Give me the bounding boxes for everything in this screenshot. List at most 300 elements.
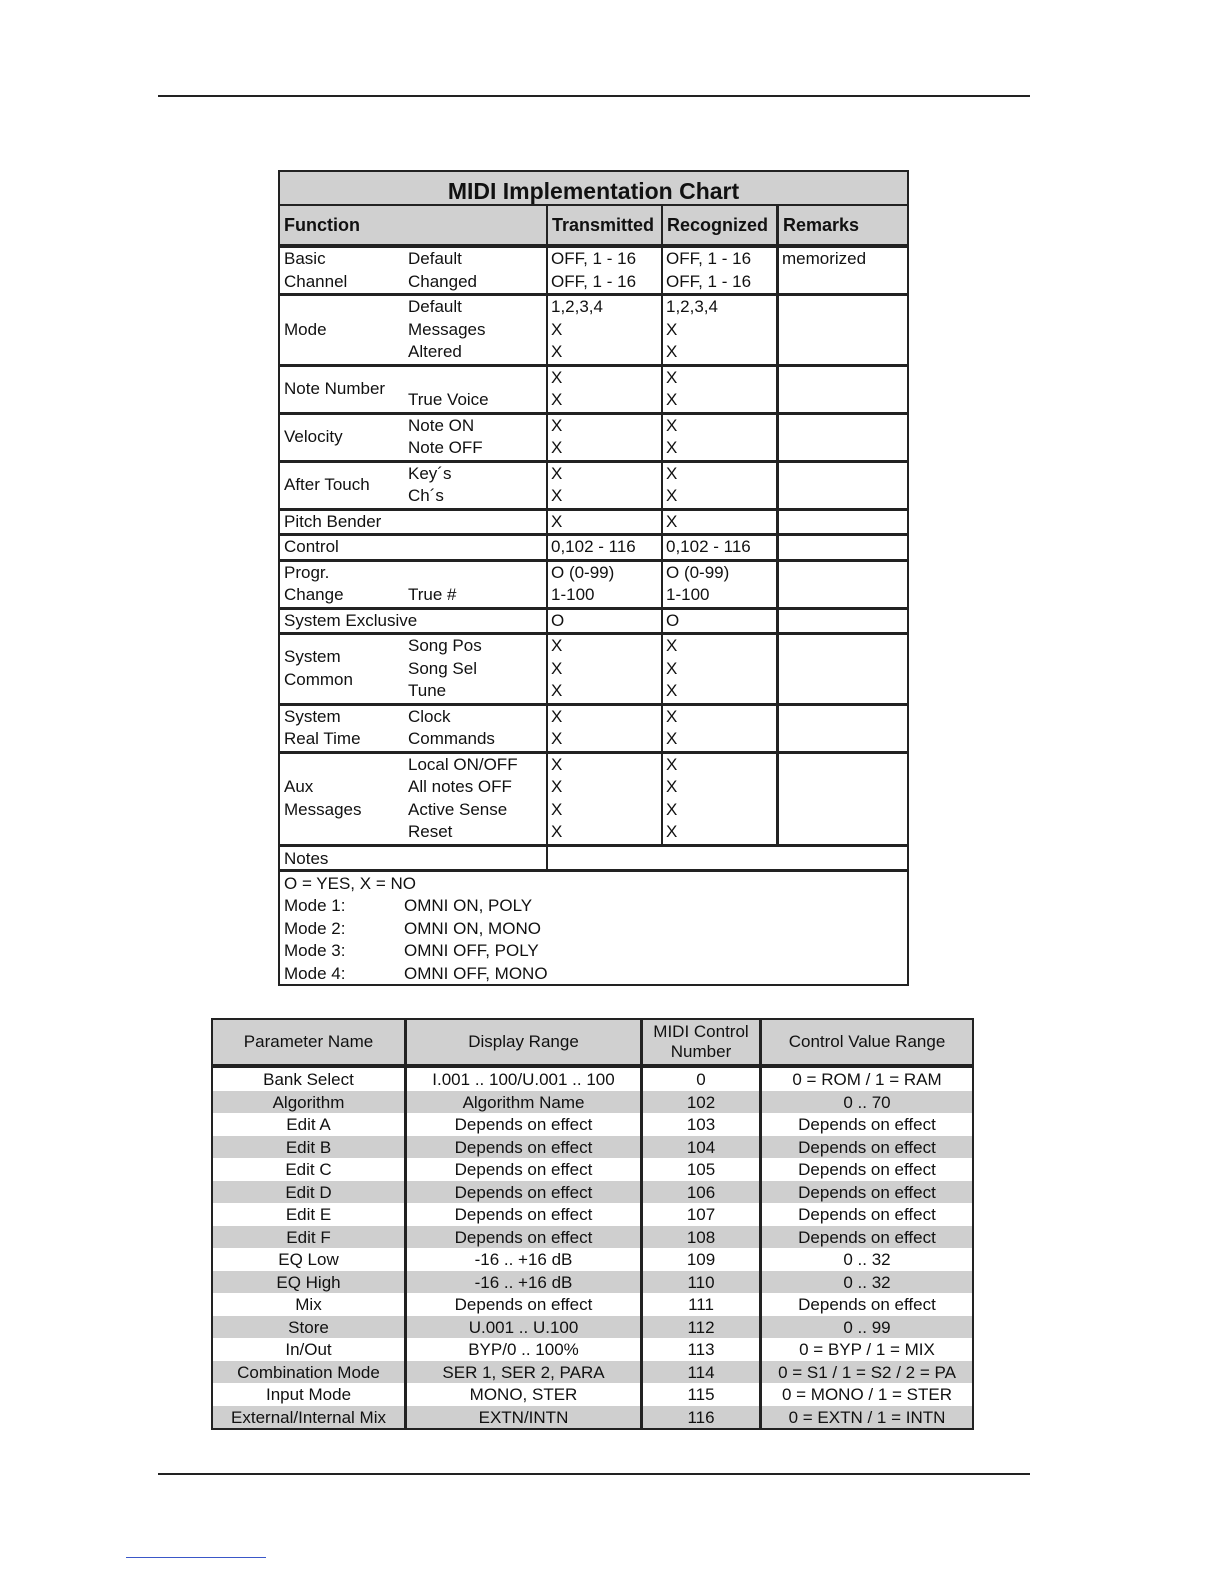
- recognized-cell-line: X: [666, 319, 678, 339]
- notes-header: [280, 847, 907, 872]
- recognized-cell-line: X: [666, 681, 678, 700]
- recognized-cell-line: 1,2,3,4: [666, 297, 718, 316]
- header-display-range: Display Range: [404, 1020, 640, 1064]
- function-name: [280, 296, 404, 364]
- midi-control-number-cell: 109: [640, 1248, 759, 1271]
- control-value-range-cell: 0 = MONO / 1 = STER: [759, 1383, 972, 1406]
- recognized-cell: [661, 562, 776, 607]
- function-subitem: [404, 562, 546, 607]
- subitem-line: Default: [408, 297, 462, 316]
- midi-control-number-cell: 104: [640, 1136, 759, 1159]
- function-cell: [280, 511, 546, 534]
- subitem-line: [408, 562, 546, 585]
- header-midi-control-number: MIDI Control Number: [640, 1020, 759, 1064]
- recognized-cell-line: OFF, 1 - 16: [666, 271, 752, 291]
- function-subitem: [404, 536, 546, 559]
- transmitted-cell-line: 0,102 - 116: [551, 537, 636, 556]
- remarks-cell: [776, 511, 907, 534]
- chart-row: [280, 248, 907, 296]
- header-recognized: Recognized: [661, 206, 776, 244]
- remarks-cell-line: [782, 485, 907, 508]
- midi-control-number-cell: 102: [640, 1091, 759, 1114]
- transmitted-cell-line: X: [551, 511, 563, 531]
- function-name-line: Real Time: [284, 729, 361, 748]
- remarks-cell-line: [782, 658, 907, 681]
- subitem-line: Active Sense: [408, 799, 508, 819]
- chart-row: [280, 706, 907, 754]
- transmitted-cell: [546, 248, 661, 293]
- control-value-range-cell: 0 .. 32: [759, 1248, 972, 1271]
- table-row: [213, 1338, 972, 1361]
- transmitted-cell: [546, 367, 661, 412]
- remarks-cell-line: [782, 511, 907, 534]
- transmitted-cell-line: X: [551, 463, 563, 483]
- transmitted-cell: [546, 296, 661, 364]
- table-row: [213, 1316, 972, 1339]
- function-name: [280, 610, 418, 633]
- function-name-line: System: [284, 706, 341, 726]
- display-range-cell: I.001 .. 100/U.001 .. 100: [404, 1068, 640, 1091]
- remarks-cell: [776, 536, 907, 559]
- remarks-cell-line: [782, 437, 907, 460]
- display-range-cell: MONO, STER: [404, 1383, 640, 1406]
- note-row: [284, 962, 907, 985]
- transmitted-cell-line: X: [551, 777, 563, 796]
- control-value-range-cell: Depends on effect: [759, 1158, 972, 1181]
- subitem-line: All notes OFF: [408, 777, 512, 796]
- transmitted-cell-line: X: [551, 438, 563, 457]
- subitem-line: [408, 610, 546, 633]
- chart-row: [280, 463, 907, 511]
- midi-implementation-chart: [278, 170, 909, 986]
- footer-link-underline: [126, 1557, 266, 1558]
- subitem-line: True Voice: [408, 390, 489, 409]
- chart-row: [280, 296, 907, 367]
- display-range-cell: Depends on effect: [404, 1113, 640, 1136]
- control-value-range-cell: 0 .. 70: [759, 1091, 972, 1114]
- chart-row: [280, 536, 907, 562]
- recognized-cell-line: X: [666, 367, 678, 387]
- transmitted-cell: [546, 754, 661, 844]
- recognized-cell: [661, 415, 776, 460]
- header-control-value-range: Control Value Range: [759, 1020, 972, 1064]
- recognized-cell-line: X: [666, 486, 678, 505]
- transmitted-cell-line: X: [551, 658, 563, 678]
- transmitted-cell: [546, 610, 661, 633]
- remarks-cell-line: [782, 367, 907, 390]
- recognized-cell-line: X: [666, 390, 678, 409]
- recognized-cell-line: X: [666, 511, 678, 531]
- recognized-cell: [661, 706, 776, 751]
- control-value-range-cell: Depends on effect: [759, 1113, 972, 1136]
- function-cell: [280, 706, 546, 751]
- recognized-cell-line: X: [666, 729, 678, 748]
- parameter-name-cell: Edit A: [286, 1115, 331, 1134]
- transmitted-cell-line: X: [551, 822, 563, 841]
- parameter-name-cell: External/Internal Mix: [231, 1407, 386, 1427]
- function-name: [280, 706, 404, 751]
- note-value: OMNI ON, POLY: [404, 896, 533, 915]
- remarks-cell: [776, 562, 907, 607]
- midi-control-number-cell: 0: [640, 1068, 759, 1091]
- midi-control-number-cell: 112: [640, 1316, 759, 1339]
- chart-body: [280, 248, 907, 847]
- subitem-line: Key´s: [408, 463, 452, 483]
- recognized-cell-line: OFF, 1 - 16: [666, 249, 752, 268]
- chart-row: [280, 367, 907, 415]
- display-range-cell: U.001 .. U.100: [404, 1316, 640, 1339]
- subitem-line: Song Pos: [408, 636, 482, 655]
- transmitted-cell-line: X: [551, 729, 563, 748]
- function-name-line: Change: [284, 585, 344, 604]
- display-range-cell: -16 .. +16 dB: [404, 1271, 640, 1294]
- function-name-line: System Exclusive: [284, 610, 418, 630]
- function-subitem: [404, 367, 546, 412]
- recognized-cell-line: 1-100: [666, 585, 710, 604]
- parameter-name-cell: Store: [288, 1317, 329, 1337]
- transmitted-cell-line: X: [551, 799, 563, 819]
- subitem-line: Reset: [408, 822, 453, 841]
- footer-rule: [158, 1473, 1030, 1475]
- display-range-cell: BYP/0 .. 100%: [404, 1338, 640, 1361]
- control-value-range-cell: 0 = EXTN / 1 = INTN: [759, 1406, 972, 1429]
- chart-row: [280, 415, 907, 463]
- note-value: OMNI OFF, POLY: [404, 941, 539, 960]
- note-row: [284, 939, 907, 962]
- transmitted-cell-line: X: [551, 754, 563, 774]
- function-cell: [280, 610, 546, 633]
- subitem-line: Note ON: [408, 415, 475, 435]
- midi-control-number-cell: 116: [640, 1406, 759, 1429]
- display-range-cell: Depends on effect: [404, 1203, 640, 1226]
- recognized-cell-line: X: [666, 636, 678, 655]
- recognized-cell-line: O (0-99): [666, 562, 730, 582]
- function-name-line: Pitch Bender: [284, 511, 382, 531]
- recognized-cell-line: X: [666, 438, 678, 457]
- subitem-line: [408, 511, 546, 534]
- chart-header-row: [280, 206, 907, 248]
- chart-row: [280, 562, 907, 610]
- recognized-cell-line: X: [666, 706, 678, 726]
- function-subitem: [404, 635, 546, 703]
- remarks-cell-line: [782, 536, 907, 559]
- recognized-cell: [661, 511, 776, 534]
- subitem-line: Local ON/OFF: [408, 754, 518, 774]
- note-row: [284, 872, 907, 895]
- remarks-cell-line: [782, 799, 907, 822]
- function-name: [280, 415, 404, 460]
- table-row: [213, 1068, 972, 1091]
- table-row: [213, 1293, 972, 1316]
- subitem-line: True #: [408, 585, 457, 604]
- remarks-cell-line: [782, 706, 907, 729]
- midi-control-number-cell: 108: [640, 1226, 759, 1249]
- transmitted-cell-line: X: [551, 486, 563, 505]
- function-name: [280, 511, 404, 534]
- parameter-name-cell: Edit B: [285, 1137, 332, 1157]
- header-function: Function: [284, 215, 360, 235]
- recognized-cell-line: X: [666, 415, 678, 435]
- recognized-cell-line: X: [666, 342, 678, 361]
- subitem-line: Song Sel: [408, 658, 477, 678]
- controller-header-row: [213, 1020, 972, 1068]
- table-row: [213, 1248, 972, 1271]
- parameter-name-cell: Bank Select: [263, 1070, 354, 1089]
- subitem-line: Commands: [408, 729, 495, 748]
- parameter-name-cell: Edit F: [286, 1227, 331, 1247]
- chart-row: [280, 754, 907, 847]
- transmitted-cell-line: OFF, 1 - 16: [551, 249, 637, 268]
- display-range-cell: Depends on effect: [404, 1158, 640, 1181]
- function-subitem: [404, 415, 546, 460]
- remarks-cell-line: [782, 728, 907, 751]
- subitem-line: Clock: [408, 706, 451, 726]
- parameter-name-cell: Edit E: [285, 1205, 332, 1224]
- header-transmitted: Transmitted: [546, 206, 661, 244]
- display-range-cell: Depends on effect: [404, 1136, 640, 1159]
- transmitted-cell-line: X: [551, 415, 563, 435]
- chart-row: [280, 610, 907, 636]
- table-row: [213, 1203, 972, 1226]
- remarks-cell-line: [782, 776, 907, 799]
- transmitted-cell-line: OFF, 1 - 16: [551, 271, 637, 291]
- function-name: [280, 754, 404, 844]
- note-label: Mode 3:: [284, 941, 346, 960]
- function-name-line: Aux: [284, 777, 314, 796]
- parameter-name-cell: Edit C: [285, 1160, 332, 1179]
- note-label: Mode 2:: [284, 918, 346, 938]
- remarks-cell: [776, 610, 907, 633]
- midi-control-number-cell: 114: [640, 1361, 759, 1384]
- function-cell: [280, 754, 546, 844]
- parameter-name-cell: EQ Low: [278, 1250, 339, 1269]
- transmitted-cell: [546, 511, 661, 534]
- recognized-cell: [661, 536, 776, 559]
- function-name: [280, 562, 404, 607]
- midi-control-number-cell: 103: [640, 1113, 759, 1136]
- remarks-cell-line: [782, 296, 907, 319]
- function-subitem: [404, 754, 546, 844]
- notes-label: Notes: [284, 848, 329, 868]
- control-value-range-cell: 0 = ROM / 1 = RAM: [759, 1068, 972, 1091]
- recognized-cell-line: X: [666, 463, 678, 483]
- subitem-line: [408, 536, 546, 559]
- control-value-range-cell: 0 .. 99: [759, 1316, 972, 1339]
- table-row: [213, 1226, 972, 1249]
- control-value-range-cell: Depends on effect: [759, 1226, 972, 1249]
- recognized-cell-line: X: [666, 658, 678, 678]
- notes-header-blank: [546, 847, 907, 869]
- midi-control-number-cell: 107: [640, 1203, 759, 1226]
- remarks-cell-line: [782, 821, 907, 844]
- function-name: [280, 536, 404, 559]
- recognized-cell-line: X: [666, 754, 678, 774]
- note-label: Mode 4:: [284, 963, 346, 983]
- remarks-cell: [776, 463, 907, 508]
- table-row: [213, 1136, 972, 1159]
- function-name: [280, 635, 404, 703]
- function-cell: [280, 296, 546, 364]
- note-label: Mode 1:: [284, 896, 346, 915]
- function-name-line: Mode: [284, 319, 327, 339]
- function-subitem: [404, 296, 546, 364]
- table-row: [213, 1383, 972, 1406]
- control-value-range-cell: Depends on effect: [759, 1203, 972, 1226]
- control-value-range-cell: 0 .. 32: [759, 1271, 972, 1294]
- chart-title: MIDI Implementation Chart: [280, 172, 907, 206]
- parameter-name-cell: Algorithm: [272, 1092, 345, 1112]
- recognized-cell-line: X: [666, 777, 678, 796]
- transmitted-cell: [546, 562, 661, 607]
- transmitted-cell: [546, 463, 661, 508]
- recognized-cell-line: 0,102 - 116: [666, 537, 751, 556]
- subitem-line: Tune: [408, 681, 447, 700]
- header-rule: [158, 95, 1030, 97]
- function-subitem: [404, 610, 546, 633]
- parameter-name-cell: EQ High: [276, 1272, 341, 1292]
- function-name-line: Basic: [284, 249, 326, 268]
- function-name: [280, 248, 404, 293]
- function-cell: [280, 463, 546, 508]
- control-value-range-cell: Depends on effect: [759, 1136, 972, 1159]
- display-range-cell: SER 1, SER 2, PARA: [404, 1361, 640, 1384]
- remarks-cell-line: [782, 319, 907, 342]
- transmitted-cell-line: X: [551, 681, 563, 700]
- remarks-cell: [776, 754, 907, 844]
- subitem-line: Altered: [408, 342, 462, 361]
- remarks-cell-line: [782, 635, 907, 658]
- transmitted-cell-line: 1,2,3,4: [551, 297, 603, 316]
- subitem-line: Changed: [408, 271, 478, 291]
- transmitted-cell: [546, 706, 661, 751]
- display-range-cell: Depends on effect: [404, 1226, 640, 1249]
- function-cell: [280, 536, 546, 559]
- function-cell: [280, 415, 546, 460]
- note-row: [284, 894, 907, 917]
- function-name-line: Channel: [284, 271, 348, 291]
- transmitted-cell-line: O (0-99): [551, 562, 615, 582]
- recognized-cell-line: X: [666, 822, 678, 841]
- notes-body: [280, 872, 907, 985]
- transmitted-cell-line: X: [551, 706, 563, 726]
- display-range-cell: EXTN/INTN: [404, 1406, 640, 1429]
- recognized-cell: [661, 248, 776, 293]
- table-row: [213, 1271, 972, 1294]
- function-name-line: After Touch: [284, 474, 370, 494]
- note-value: OMNI ON, MONO: [404, 918, 541, 938]
- remarks-cell: [776, 415, 907, 460]
- remarks-cell-line: [782, 341, 907, 364]
- function-cell: [280, 562, 546, 607]
- parameter-name-cell: Edit D: [285, 1182, 332, 1202]
- remarks-cell-line: [782, 271, 907, 294]
- function-name: [280, 367, 404, 412]
- chart-row: [280, 511, 907, 537]
- display-range-cell: Depends on effect: [404, 1293, 640, 1316]
- remarks-cell-line: [782, 610, 907, 633]
- subitem-line: [408, 367, 546, 390]
- function-name-line: Progr.: [284, 562, 330, 582]
- remarks-cell: [776, 367, 907, 412]
- parameter-name-cell: Mix: [295, 1295, 322, 1314]
- note-row: [284, 917, 907, 940]
- transmitted-cell-line: X: [551, 342, 563, 361]
- function-name-line: System: [284, 647, 341, 667]
- midi-control-number-cell: 113: [640, 1338, 759, 1361]
- table-row: [213, 1361, 972, 1384]
- parameter-name-cell: Input Mode: [265, 1385, 352, 1404]
- function-name-line: Velocity: [284, 426, 343, 446]
- remarks-cell-line: [782, 389, 907, 412]
- transmitted-cell: [546, 536, 661, 559]
- transmitted-cell-line: X: [551, 319, 563, 339]
- remarks-cell-line: [782, 463, 907, 486]
- function-subitem: [404, 706, 546, 751]
- midi-control-number-cell: 111: [640, 1293, 759, 1316]
- function-subitem: [404, 248, 546, 293]
- table-row: [213, 1158, 972, 1181]
- remarks-cell: [776, 248, 907, 293]
- subitem-line: Note OFF: [408, 438, 483, 457]
- midi-control-number-cell: 115: [640, 1383, 759, 1406]
- remarks-cell-line: [782, 754, 907, 777]
- display-range-cell: Depends on effect: [404, 1181, 640, 1204]
- display-range-cell: Algorithm Name: [404, 1091, 640, 1114]
- transmitted-cell-line: X: [551, 636, 563, 655]
- header-parameter-name: Parameter Name: [243, 1032, 374, 1051]
- header-remarks: Remarks: [776, 206, 907, 244]
- function-cell: [280, 248, 546, 293]
- subitem-line: Ch´s: [408, 486, 444, 505]
- transmitted-cell-line: O: [551, 610, 565, 630]
- parameter-name-cell: In/Out: [285, 1340, 332, 1359]
- control-value-range-cell: Depends on effect: [759, 1293, 972, 1316]
- note-label: O = YES, X = NO: [284, 873, 416, 893]
- function-cell: [280, 367, 546, 412]
- chart-row: [280, 635, 907, 706]
- parameter-name-cell: Combination Mode: [237, 1362, 380, 1382]
- midi-control-number-cell: 106: [640, 1181, 759, 1204]
- subitem-line: Messages: [408, 319, 486, 339]
- recognized-cell: [661, 754, 776, 844]
- note-value: OMNI OFF, MONO: [404, 963, 548, 983]
- remarks-cell-line: [782, 584, 907, 607]
- control-value-range-cell: 0 = S1 / 1 = S2 / 2 = PA: [759, 1361, 972, 1384]
- function-cell: [280, 635, 546, 703]
- remarks-cell-line: [782, 680, 907, 703]
- display-range-cell: -16 .. +16 dB: [404, 1248, 640, 1271]
- remarks-cell: [776, 296, 907, 364]
- remarks-cell-line: [782, 562, 907, 585]
- control-value-range-cell: 0 = BYP / 1 = MIX: [759, 1338, 972, 1361]
- remarks-cell-line: memorized: [782, 249, 867, 268]
- recognized-cell: [661, 463, 776, 508]
- midi-control-number-cell: 105: [640, 1158, 759, 1181]
- recognized-cell: [661, 367, 776, 412]
- recognized-cell-line: X: [666, 799, 678, 819]
- transmitted-cell-line: 1-100: [551, 585, 595, 604]
- control-value-range-cell: Depends on effect: [759, 1181, 972, 1204]
- recognized-cell: [661, 610, 776, 633]
- controller-table: [211, 1018, 974, 1430]
- transmitted-cell: [546, 415, 661, 460]
- recognized-cell-line: O: [666, 610, 680, 630]
- function-name-line: Note Number: [284, 378, 386, 398]
- function-name: [280, 463, 404, 508]
- table-row: [213, 1181, 972, 1204]
- recognized-cell: [661, 296, 776, 364]
- remarks-cell: [776, 635, 907, 703]
